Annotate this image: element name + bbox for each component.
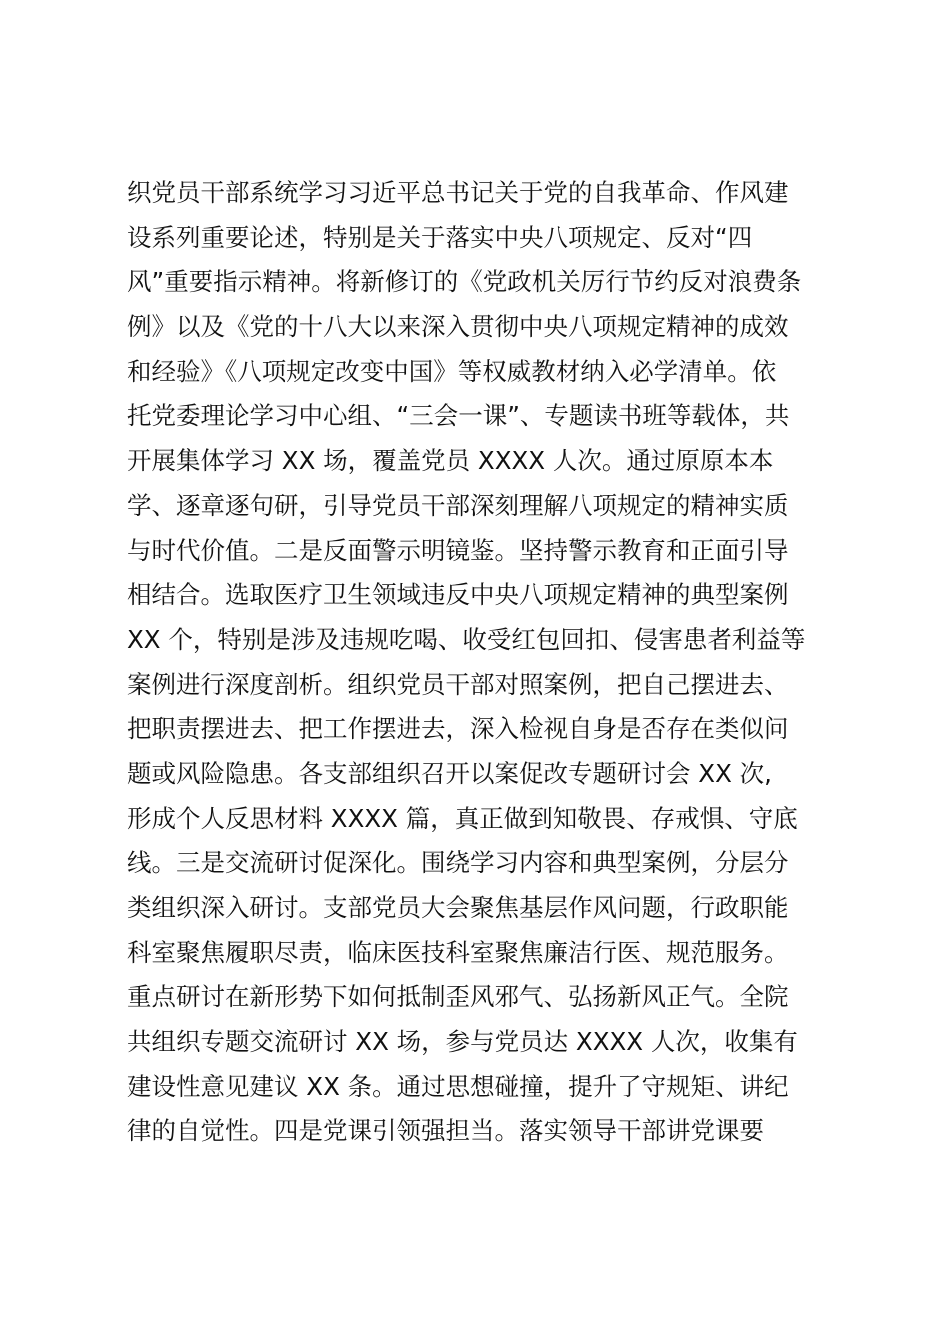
text-line: 设系列重要论述，特别是关于落实中央八项规定、反对“四	[127, 222, 753, 252]
text-line: 形成个人反思材料 XXXX 篇，真正做到知敬畏、存戒惧、守底	[127, 803, 798, 833]
text-line: 线。三是交流研讨促深化。围绕学习内容和典型案例，分层分	[127, 848, 789, 878]
text-line: 和经验》《八项规定改变中国》等权威教材纳入必学清单。依	[127, 356, 777, 386]
text-line: 共组织专题交流研讨 XX 场，参与党员达 XXXX 人次，收集有	[127, 1027, 798, 1057]
text-line: 与时代价值。二是反面警示明镜鉴。坚持警示教育和正面引导	[127, 535, 789, 565]
text-line: 学、逐章逐句研，引导党员干部深刻理解八项规定的精神实质	[127, 490, 789, 520]
text-line: 开展集体学习 XX 场，覆盖党员 XXXX 人次。通过原原本本	[127, 446, 774, 476]
text-line: 相结合。选取医疗卫生领域违反中央八项规定精神的典型案例	[127, 580, 789, 610]
text-line: 托党委理论学习中心组、“三会一课”、专题读书班等载体，共	[127, 401, 790, 431]
text-line: 科室聚焦履职尽责，临床医技科室聚焦廉洁行医、规范服务。	[127, 937, 789, 967]
text-line: 例》以及《党的十八大以来深入贯彻中央八项规定精神的成效	[127, 312, 789, 342]
body-paragraph	[127, 171, 847, 1154]
text-line: 类组织深入研讨。支部党员大会聚焦基层作风问题，行政职能	[127, 893, 789, 922]
text-line: 题或风险隐患。各支部组织召开以案促改专题研讨会 XX 次,	[127, 758, 772, 788]
text-line: 风”重要指示精神。将新修订的《党政机关厉行节约反对浪费条	[127, 267, 802, 297]
text-line: XX 个，特别是涉及违规吃喝、收受红包回扣、侵害患者利益等	[127, 624, 806, 654]
text-line: 案例进行深度剖析。组织党员干部对照案例，把自己摆进去、	[127, 669, 789, 699]
text-line: 把职责摆进去、把工作摆进去，深入检视自身是否存在类似问	[127, 714, 789, 744]
text-line: 建设性意见建议 XX 条。通过思想碰撞，提升了守规矩、讲纪	[127, 1071, 789, 1101]
text-line: 重点研讨在新形势下如何抵制歪风邪气、弘扬新风正气。全院	[127, 982, 789, 1012]
text-line: 织党员干部系统学习习近平总书记关于党的自我革命、作风建	[127, 178, 789, 207]
text-line: 律的自觉性。四是党课引领强担当。落实领导干部讲党课要	[127, 1116, 764, 1146]
